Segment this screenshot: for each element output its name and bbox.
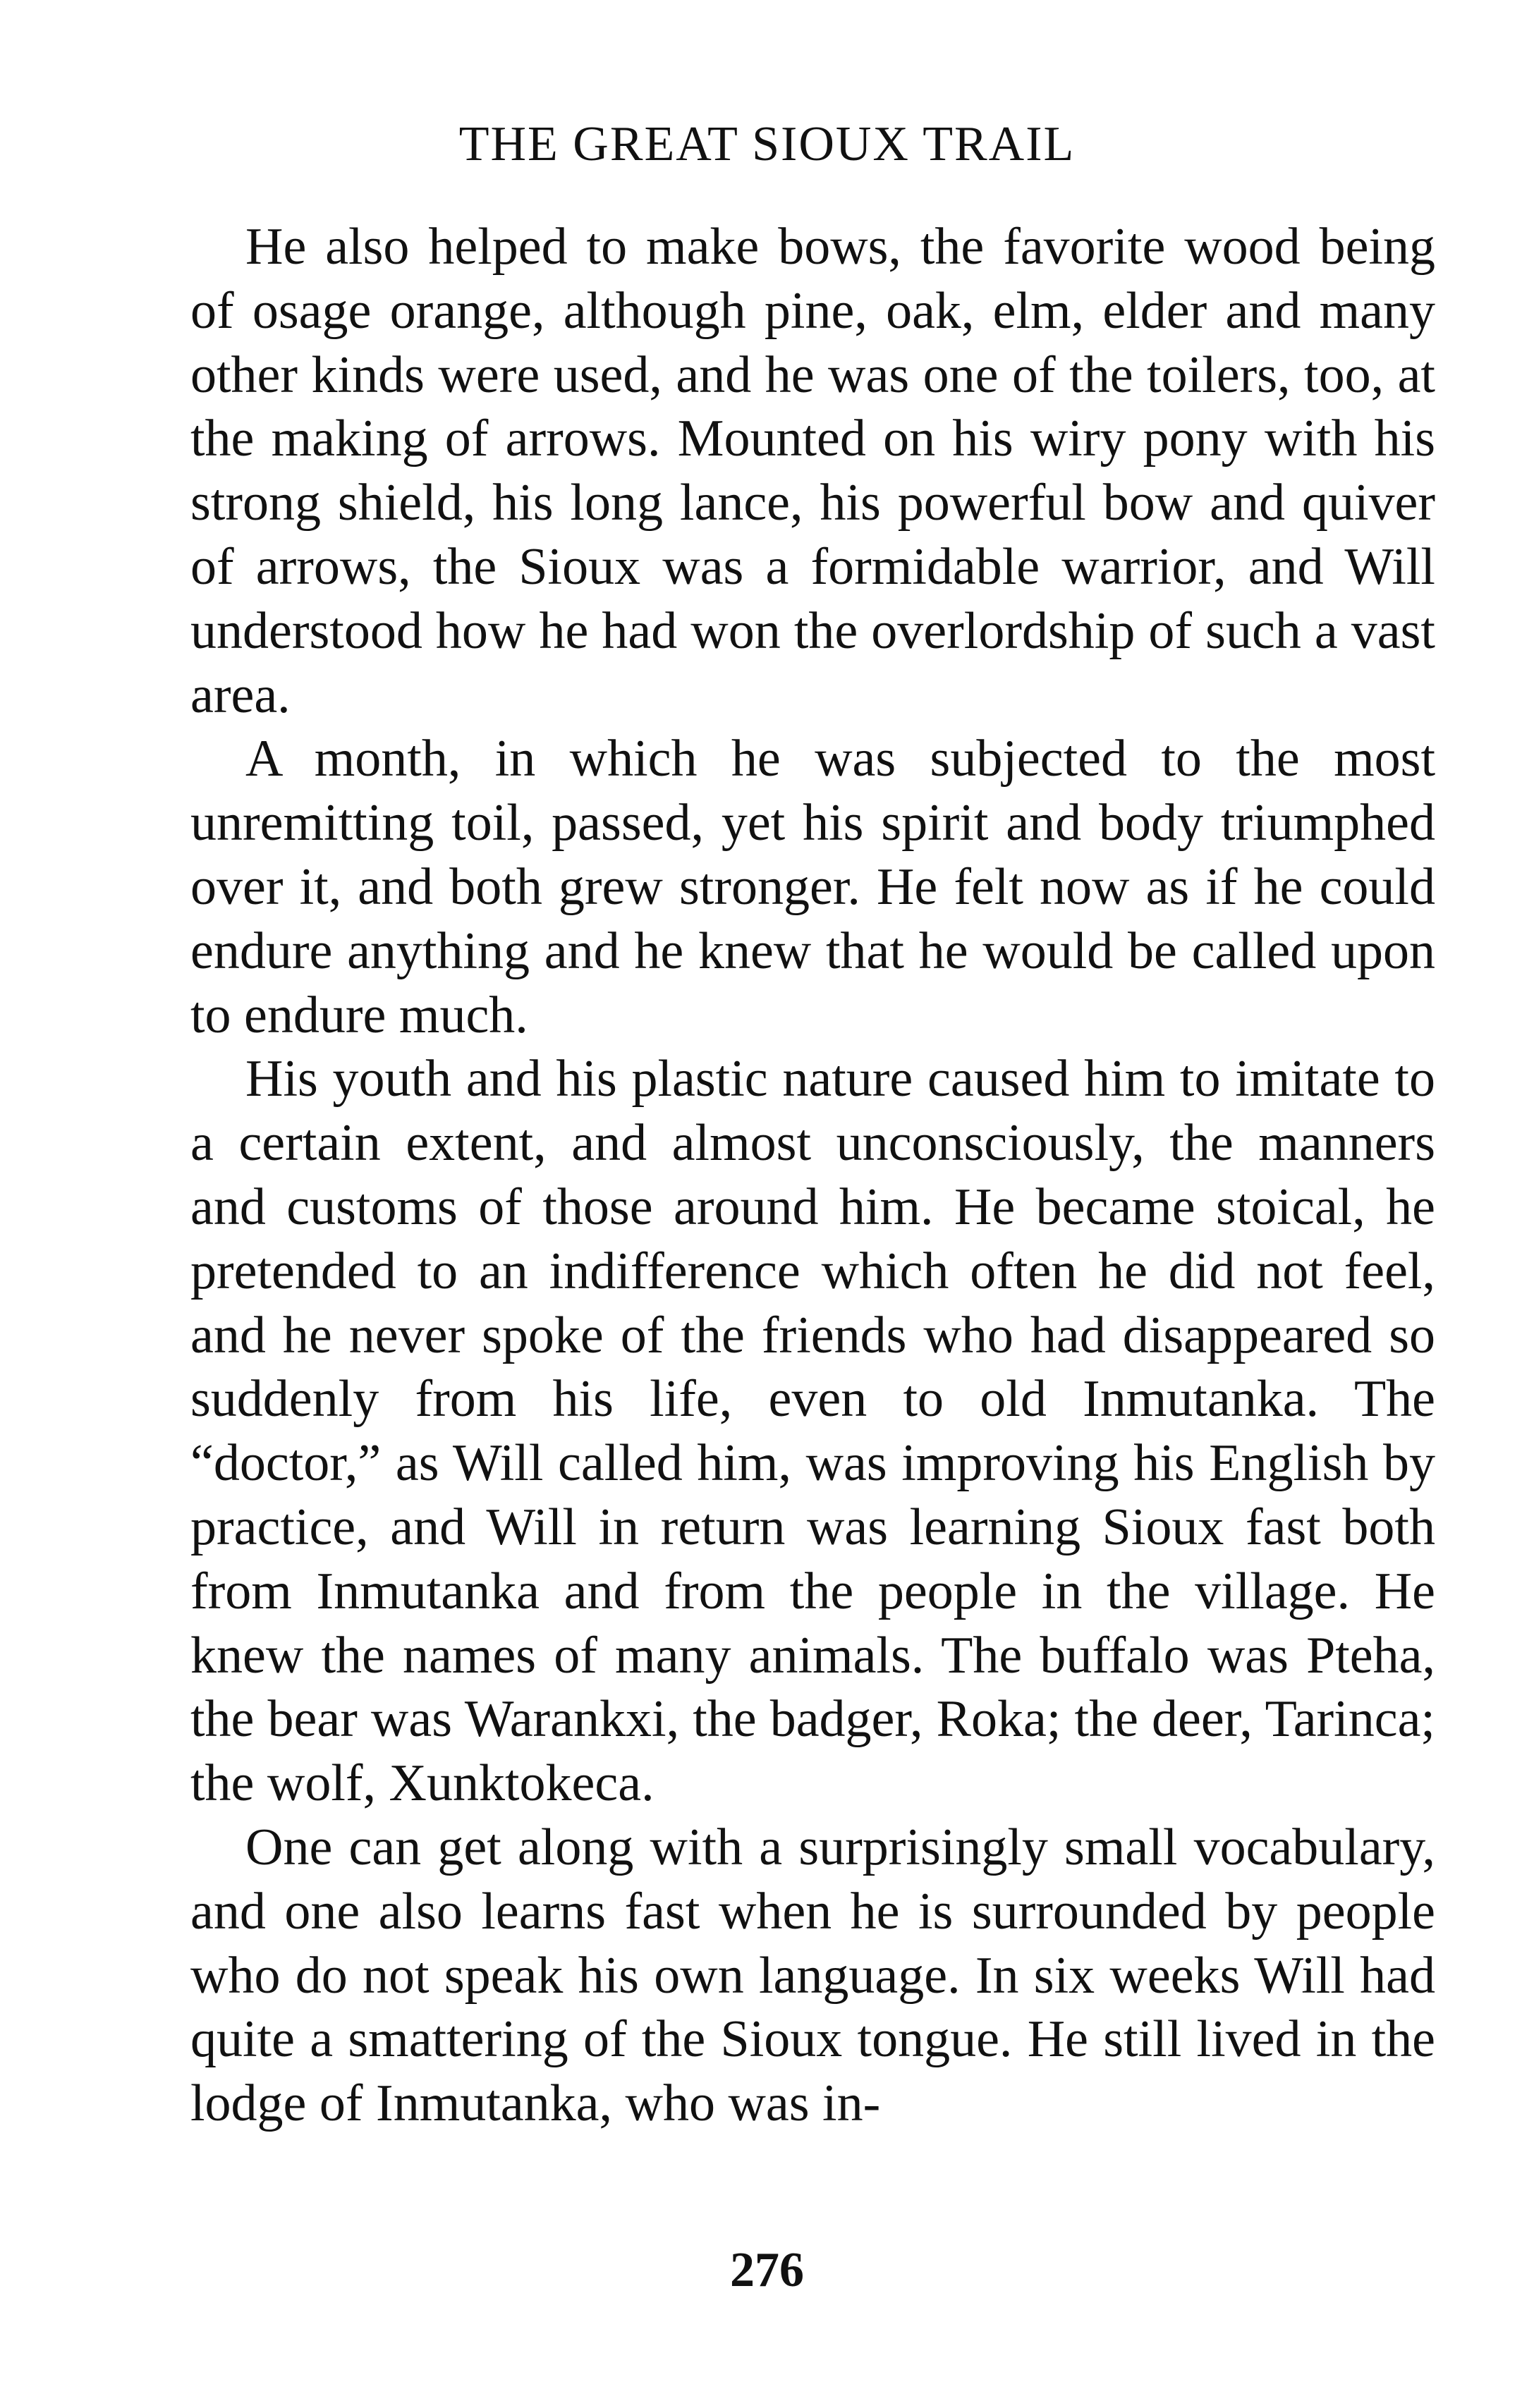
paragraph-bows: He also helped to make bows, the favorite wood being of osage orange, although pine, oak, elm, elder and many other kinds were used, and he was one of the toilers, too, at the making of arrows. Mounted on his wiry pony with his strong shield, his long lance, his powerful bow and quiver of arrows, the Sioux was a formidable warrior, and Will understood how he had won the overlordship of such a vast area. xyxy=(190,218,1435,724)
running-head: THE GREAT SIOUX TRAIL xyxy=(458,117,1076,171)
page-number: 276 xyxy=(730,2243,804,2297)
body-text xyxy=(190,215,1435,2136)
paragraph-vocabulary: One can get along with a surprisingly small vocabulary, and one also learns fast when he is surrounded by people who do not speak his own language. In six weeks Will had quite a smattering of the Sioux tongue. He still lived in the lodge of Inmutanka, who was in- xyxy=(190,1818,1435,2133)
paragraph-month: A month, in which he was subjected to the most unremitting toil, passed, yet his spirit and body triumphed over it, and both grew stronger. He felt now as if he could endure anything and he knew that he would be called upon to endure much. xyxy=(190,730,1435,1044)
paragraph-youth: His youth and his plastic nature caused him to imitate to a certain extent, and almost unconsciously, the manners and customs of those around him. He became stoical, he pretended to an indifference which often he did not feel, and he never spoke of the friends who had disappeared so suddenly from his life, even to old Inmutanka. The “doctor,” as Will called him, was improving his English by practice, and Will in return was learning Sioux fast both from Inmutanka and from the people in the village. He knew the names of many animals. The buffalo was Pteha, the bear was Warankxi, the badger, Roka; the deer, Tarinca; the wolf, Xunktokeca. xyxy=(190,1050,1435,1813)
